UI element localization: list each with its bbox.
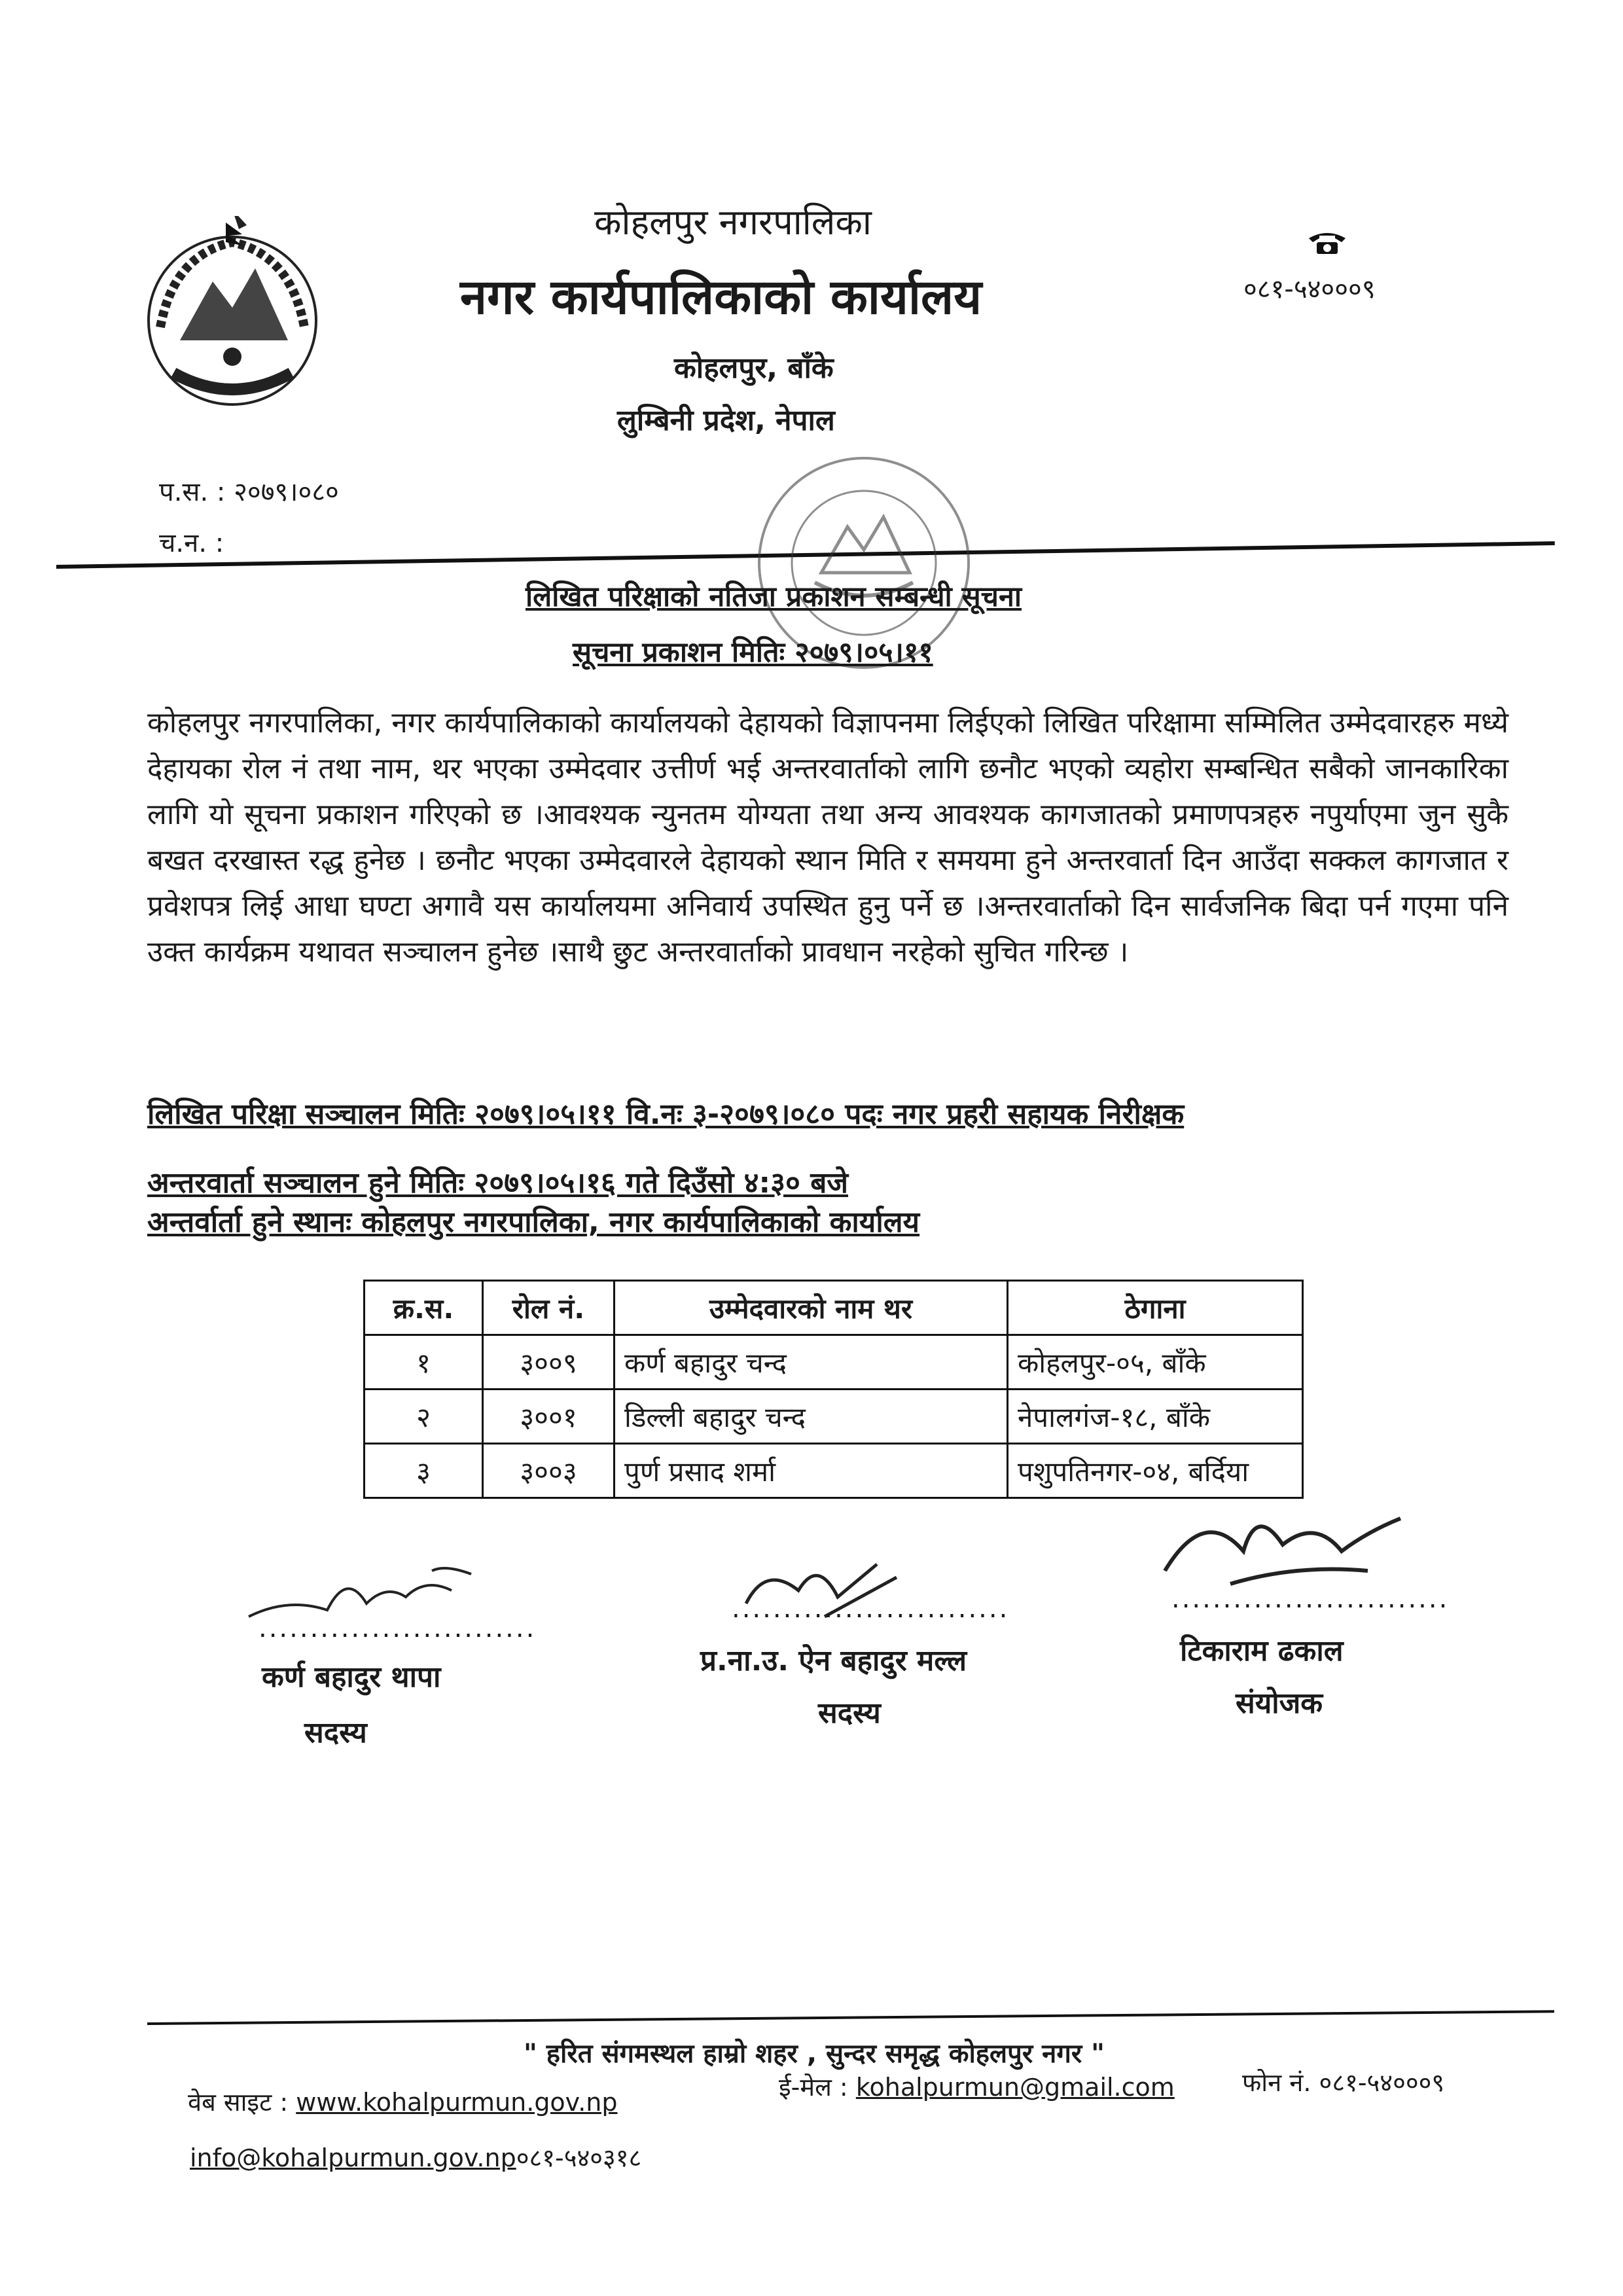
notice-body: कोहलपुर नगरपालिका, नगर कार्यपालिकाको कार्यालयको देहायको विज्ञापनमा लिईएको लिखित परिक्षामा सम्मिलित उम्मेदवारहरु मध्ये देहायका रोल नं तथा नाम, थर भएका उम्मेदवार उत्तीर्ण भई अन्तरवार्ताको लागि छनौट भएको व्यहोरा सम्बन्धित सबैको जानकारिका लागि यो सूचना प्रकाशन गरिएको छ ।आवश्यक न्युनतम योग्यता तथा अन्य आवश्यक कागजातको प्रमाणपत्रहरु नपुर्याएमा जुन सुकै बखत दरखास्त रद्ध हुनेछ । छनौट भएका उम्मेदवारले देहायको स्थान मिति र समयमा हुने अन्तरवार्ता दिन आउँदा सक्कल कागजात र प्रवेशपत्र लिई आधा घण्टा अगावै यस कार्यालयमा अनिवार्य उपस्थित हुनु पर्ने छ ।अन्तरवार्ताको दिन सार्वजनिक बिदा पर्न गएमा पनि उक्त कार्यक्रम यथावत सञ्चालन हुनेछ ।साथै छुट अन्तरवार्ताको प्रावधान नरहेको सुचित गरिन्छ । <box>147 706 1508 969</box>
signatory-name: टिकाराम ढकाल <box>1180 1634 1344 1668</box>
dispatch-number: च.न. : <box>159 528 224 558</box>
table-cell: कोहलपुर-०५, बाँके <box>1008 1335 1303 1390</box>
table-cell: पुर्ण प्रसाद शर्मा <box>615 1444 1008 1498</box>
office-phone: ०८१-५४०००९ <box>1243 274 1376 304</box>
table-row <box>365 1444 1303 1498</box>
signature-line: ........................... <box>732 1594 1010 1624</box>
office-city: कोहलपुर, बाँके <box>674 351 834 385</box>
email-label: ई-मेल : <box>779 2073 848 2102</box>
footer-slogan: " हरित संगमस्थल हाम्रो शहर , सुन्दर समृद्ध कोहलपुर नगर " <box>524 2039 1105 2069</box>
signature-3-icon <box>1152 1492 1427 1597</box>
footer-email <box>779 2070 1175 2104</box>
signatory-role: सदस्य <box>818 1696 881 1730</box>
email-link[interactable]: kohalpurmun@gmail.com <box>855 2073 1175 2102</box>
signatory-name: प्र.ना.उ. ऐन बहादुर मल्ल <box>700 1644 967 1677</box>
table-cell: १ <box>365 1335 483 1390</box>
signatory-role: संयोजक <box>1236 1687 1323 1720</box>
info-phone: ०८१-५४०३१८ <box>516 2144 642 2172</box>
column-header: उम्मेदवारको नाम थर <box>615 1281 1008 1335</box>
footer-info <box>190 2140 641 2174</box>
exam-info-line: लिखित परिक्षा सञ्चालन मितिः २०७९।०५।११ वि.नः ३-२०७९।०८० पदः नगर प्रहरी सहायक निरीक्षक <box>147 1098 1185 1131</box>
interview-date-line: अन्तरवार्ता सञ्चालन हुने मितिः २०७९।०५।१६ गते दिउँसो ४:३० बजे <box>147 1166 849 1200</box>
table-cell: ३ <box>365 1444 483 1498</box>
table-cell: ३००९ <box>483 1335 615 1390</box>
office-title: नगर कार्यपालिकाको कार्यालय <box>460 269 982 325</box>
table-cell: नेपालगंज-१८, बाँके <box>1008 1390 1303 1444</box>
interview-venue-line: अन्तर्वार्ता हुने स्थानः कोहलपुर नगरपालिका, नगर कार्यपालिकाको कार्यालय <box>147 1206 920 1239</box>
notice-published-date: सूचना प्रकाशन मितिः २०७९।०५।११ <box>573 636 933 669</box>
municipality-name: कोहलपुर नगरपालिका <box>594 202 872 243</box>
table-row <box>365 1335 1303 1390</box>
signatory-name: कर्ण बहादुर थापा <box>262 1660 441 1694</box>
column-header: ठेगाना <box>1008 1281 1303 1335</box>
column-header: क्र.स. <box>365 1281 483 1335</box>
footer-website <box>188 2085 618 2119</box>
footer-phone: फोन नं. ०८१-५४०००९ <box>1242 2068 1445 2097</box>
website-link[interactable]: www.kohalpurmun.gov.np <box>296 2088 618 2117</box>
website-label: वेब साइट : <box>188 2088 289 2117</box>
footer-divider <box>147 2010 1554 2025</box>
info-email-link[interactable]: info@kohalpurmun.gov.np <box>190 2144 516 2172</box>
table-cell: पशुपतिनगर-०४, बर्दिया <box>1008 1444 1303 1498</box>
table-cell: डिल्ली बहादुर चन्द <box>615 1390 1008 1444</box>
signature-line: ........................... <box>259 1613 537 1643</box>
notice-title: लिखित परिक्षाको नतिजा प्रकाशन सम्बन्धी सूचना <box>526 581 1022 613</box>
table-cell: कर्ण बहादुर चन्द <box>615 1335 1008 1390</box>
telephone-icon <box>1308 230 1347 255</box>
office-province: लुम्बिनी प्रदेश, नेपाल <box>617 404 835 437</box>
table-header-row <box>365 1281 1303 1335</box>
table-cell: ३००३ <box>483 1444 615 1498</box>
column-header: रोल नं. <box>483 1281 615 1335</box>
candidate-table <box>363 1280 1304 1499</box>
table-cell: ३००१ <box>483 1390 615 1444</box>
signatory-role: सदस्य <box>304 1716 367 1749</box>
nepal-emblem-icon <box>134 216 330 412</box>
signature-line: ........................... <box>1171 1584 1450 1614</box>
letter-number: प.स. : २०७९।०८० <box>159 477 339 507</box>
table-row <box>365 1390 1303 1444</box>
table-cell: २ <box>365 1390 483 1444</box>
